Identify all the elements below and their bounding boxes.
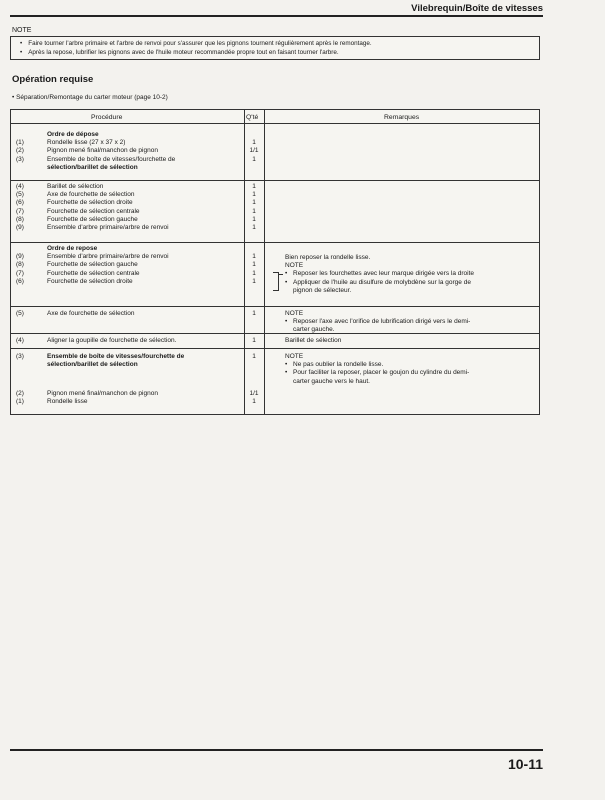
table-row: (6) Fourchette de sélection droite 1 — [16, 199, 256, 207]
table-row: (1) Rondelle lisse 1 — [16, 398, 256, 406]
table-row: (3) Ensemble de boîte de vitesses/fourchette de 1 — [16, 155, 256, 163]
footer-rule — [10, 749, 543, 751]
note-item: • Après la repose, lubrifier les pignons avec de l'huile moteur recommandée propre tout en faisant tourner l'arbre. — [20, 49, 339, 56]
table-row: (4) Aligner la goupille de fourchette de sélection. 1 — [16, 337, 256, 344]
table-row: (7) Fourchette de sélection centrale 1 — [16, 207, 256, 215]
remarks-gearbox: NOTE • Ne pas oublier la rondelle lisse. • Pour faciliter la reposer, placer le goujon du cylindre du demi- carter gauche vers le haut. — [285, 353, 470, 385]
table-row: (8) Fourchette de sélection gauche 1 — [16, 261, 256, 269]
removal-parts-group — [11, 183, 539, 232]
table-row: Ordre de dépose — [47, 131, 99, 138]
remarks-shaft: NOTE • Reposer l'axe avec l'orifice de lubrification dirigé vers le demi- carter gauche. — [285, 310, 471, 334]
note-label: NOTE — [12, 27, 32, 34]
table-row: (3) Ensemble de boîte de vitesses/fourchette de 1 — [16, 353, 256, 360]
table-row: (6) Fourchette de sélection droite 1 — [16, 277, 256, 285]
page-header-title: Vilebrequin/Boîte de vitesses — [411, 3, 543, 14]
procedure-table — [10, 109, 540, 415]
table-row: sélection/barillet de sélection — [47, 361, 138, 369]
final-rows — [11, 390, 539, 406]
remarks-installation: Bien reposer la rondelle lisse. NOTE • Reposer les fourchettes avec leur marque dirigée vers la droite • Appliquer de l'huile au disulfure de molybdène sur la gorge de pignon de sélecteur. — [285, 254, 475, 294]
table-row: (4) Barillet de sélection 1 — [16, 183, 256, 190]
table-row: Ordre de repose — [47, 245, 98, 252]
table-row: (7) Fourchette de sélection centrale 1 — [16, 269, 256, 277]
remarks-align: Barillet de sélection — [285, 337, 342, 344]
table-row: (9) Ensemble d'arbre primaire/arbre de renvoi 1 — [16, 223, 256, 231]
table-row: sélection/barillet de sélection — [47, 163, 138, 171]
header-rule — [10, 15, 543, 17]
table-row: (1) Rondelle lisse (27 x 37 x 2) 1 — [16, 139, 256, 147]
header-remarks: Remarques — [384, 114, 420, 121]
table-row: (8) Fourchette de sélection gauche 1 — [16, 215, 256, 223]
section-heading: Opération requise — [12, 74, 94, 85]
note-box — [10, 36, 540, 60]
header-qty: Q'té — [246, 114, 259, 121]
section-subline: • Séparation/Remontage du carter moteur (page 10-2) — [12, 94, 168, 101]
table-row: (5) Axe de fourchette de sélection 1 — [16, 310, 256, 317]
header-procedure: Procédure — [91, 114, 123, 121]
table-row: (5) Axe de fourchette de sélection 1 — [16, 191, 256, 199]
table-row: (2) Pignon mené final/manchon de pignon 1/1 — [16, 147, 259, 155]
note-item: • Faire tourner l'arbre primaire et l'arbre de renvoi pour s'assurer que les pignons tournent régulièrement après le remontage. — [20, 40, 372, 47]
table-row: (2) Pignon mené final/manchon de pignon 1/1 — [16, 390, 259, 397]
table-row: (9) Ensemble d'arbre primaire/arbre de renvoi 1 — [16, 253, 256, 261]
page-number: 10-11 — [507, 756, 543, 772]
removal-group — [11, 131, 539, 172]
